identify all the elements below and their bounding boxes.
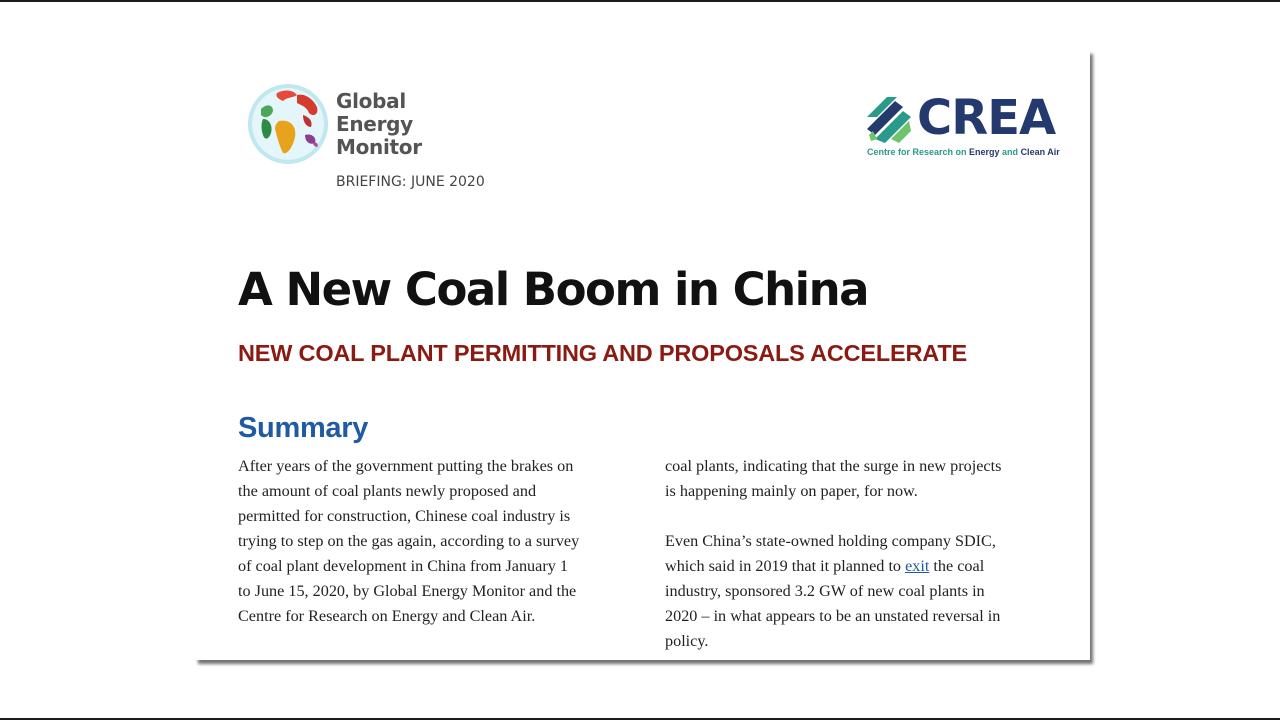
text-line: 2020 – in what appears to be an unstated reversal in [665,607,1001,625]
text-line: After years of the government putting the brakes on [238,457,574,475]
text-line: to June 15, 2020, by Global Energy Monitor and the [238,582,577,600]
tagline-prefix: Centre for Research on [867,147,970,157]
document-title: A New Coal Boom in China [238,263,869,316]
text-line-with-link [665,554,1001,579]
text-line: permitted for construction, Chinese coal industry is [238,507,571,525]
text-line: coal plants, indicating that the surge in new projects [665,457,1002,475]
org-name-line-2: Energy [336,112,413,136]
summary-heading: Summary [238,412,369,444]
document-page [195,50,1090,660]
tagline-and: and [999,147,1021,157]
document-subtitle: NEW COAL PLANT PERMITTING AND PROPOSALS ACCELERATE [238,340,967,366]
tagline-clean-air: Clean Air [1020,147,1060,157]
text-line: of coal plant development in China from January 1 [238,557,568,575]
crea-logo-icon [865,95,915,145]
globe-logo-icon [247,83,329,165]
partner-tagline [867,147,1060,157]
summary-left-column [238,454,579,629]
text-line: policy. [665,632,709,650]
text-line: is happening mainly on paper, for now. [665,482,918,500]
text-line: Centre for Research on Energy and Clean Air. [238,607,536,625]
org-name-line-3: Monitor [336,135,422,159]
partner-name: CREA [917,90,1056,146]
tagline-energy: Energy [969,147,1000,157]
text-line: trying to step on the gas again, according to a survey [238,532,580,550]
top-border [0,0,1280,2]
paragraph-gap [665,504,1001,529]
summary-right-column [665,454,1001,654]
text-line: the amount of coal plants newly proposed and [238,482,537,500]
link-line-before: which said in 2019 that it planned to [665,557,906,575]
text-line: industry, sponsored 3.2 GW of new coal plants in [665,582,985,600]
briefing-date: BRIEFING: JUNE 2020 [336,174,485,190]
org-name [336,90,422,159]
link-line-after: the coal [929,557,985,575]
org-name-line-1: Global [336,89,406,113]
exit-link[interactable]: exit [905,557,930,575]
text-line: Even China’s state-owned holding company SDIC, [665,532,996,550]
